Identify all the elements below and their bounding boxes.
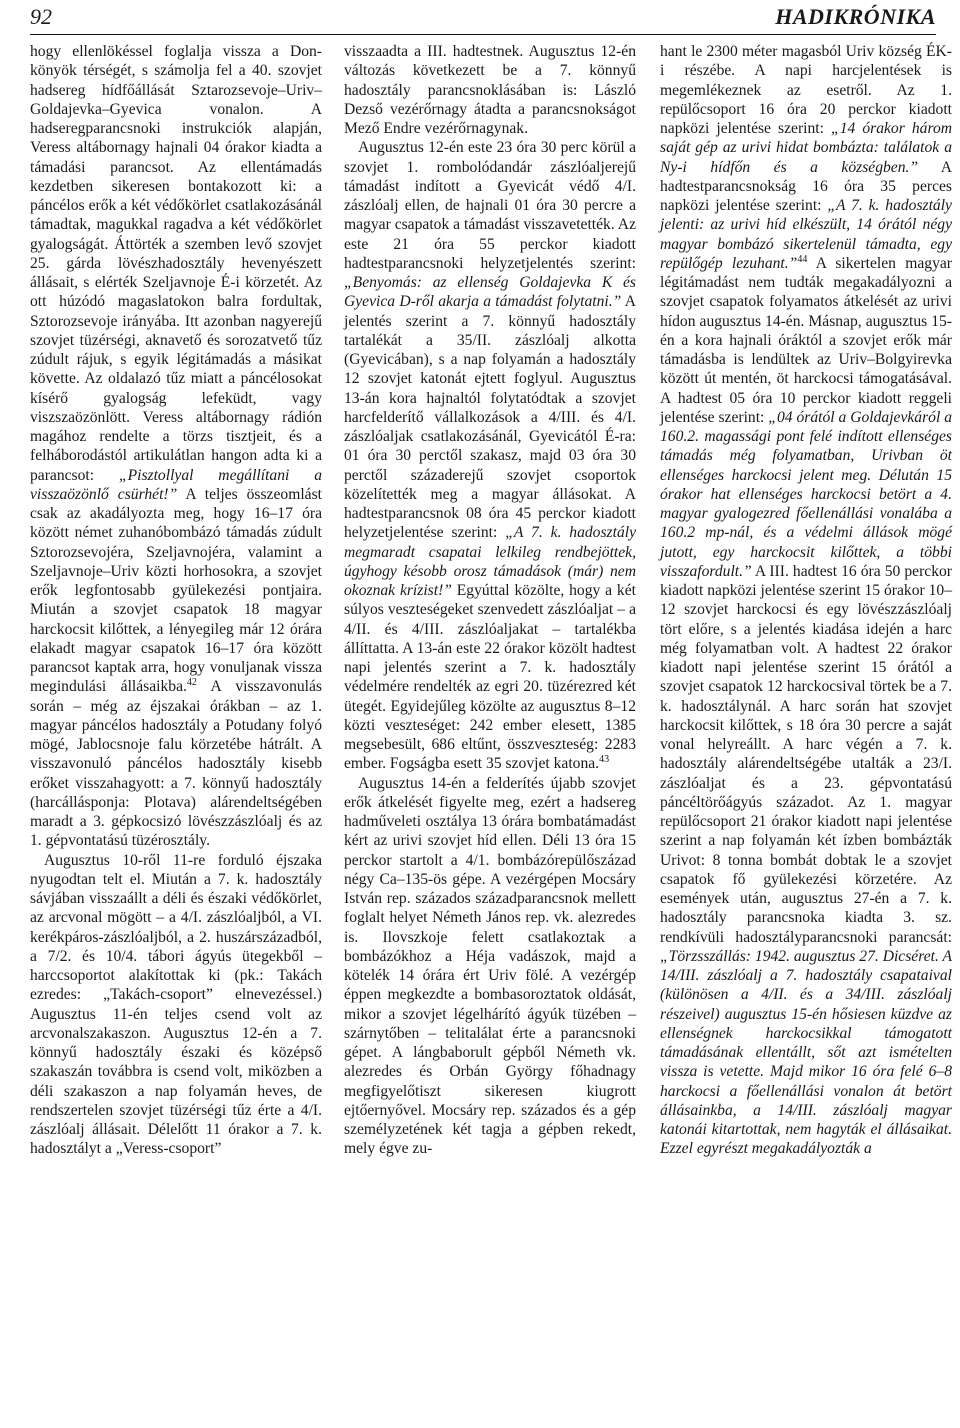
paragraph	[30, 42, 322, 851]
page-number: 92	[30, 4, 52, 29]
text-column-2	[344, 42, 636, 1159]
quote-italic: „Benyomás: az ellenség Goldajevka K és Gyevica D-ről akarja a támadást folytatni.”	[344, 274, 636, 311]
header-rule	[30, 34, 936, 35]
text-run: A teljes összeomlást csak az akadályozta meg, hogy 16–17 óra között német zuhanóbombázó támadás zúdult Sztorozsevojéra, Szeljavnojéra, valamint a Szeljavnoje–Uriv közti horhosokra, a szovjet erők legfontosabb gyülekezési pontjaira. Miután a szovjet csapatok 18 magyar harckocsit kilőttek, a lényegileg már 12 órára elakadt magyar csapatok 16–17 óra között parancsot kaptak arra, hogy vonuljanak vissza megindulási állásaikba.	[30, 485, 322, 696]
paragraph	[344, 138, 636, 773]
text-column-1	[30, 42, 322, 1159]
quote-italic: „14 órakor három saját gép az urivi hidat bombázta: találatok a Ny-i hídfőn és a községben.”	[660, 120, 953, 176]
text-run: A visszavonulás során – még az éjszakai órákban – az 1. magyar páncélos hadosztály a Potudany folyó mögé, Jablocsnoje falu körzetébe hátrált. A visszavonuló páncélos hadosztály kisebb erőket visszahagyott: a 7. könnyű hadosztály (harcállásponja: Plotava) alárendeltségében maradt a 3. gépkocsizó lövészzászlóalj és az 1. gépvontatású tüzérosztály.	[30, 678, 322, 850]
text-run: A III. hadtest 16 óra 50 perckor kiadott napközi jelentése szerint 15 órakor 10–12 szovjet harckocsi és egy lövészzászlóalj tört előre, s a jelentés kiadása idején a harc még folyamatban volt. A hadtest 22 órakor kiadott napi jelentése szerint 15 órától a szovjet csapatok 12 harckocsival törtek be a 7. k. hadosztálynál. A harc során hat szovjet harckocsit kilőttek, s 18 óra 30 percre a saját vonal helyreállt. A harc végén a 7. k. hadosztály alárendeltségébe utalták a 23/I. zászlóaljat és a 23. gépvontatású páncéltörőágyús századot. Az 1. magyar repülőcsoport 21 órakor kiadott napi jelentése szerint a nap folyamán két ízben bombázták Urivot: 8 tonna bombát dobtak le a szovjet csapatok fő gyülekezési körzetére. Az események után, augusztus 27-én a 7. k. hadosztály parancsnoka kiadta 3. sz. rendkívüli hadosztályparancsnoki parancsát:	[660, 562, 952, 946]
quote-italic: „A 7. k. hadosztály megmaradt csapatai lelkileg rendbejöttek, úgyhogy késobb orosz támadások (már) nem okoznak krízist!”	[344, 524, 637, 599]
text-column-3	[660, 42, 952, 1159]
text-run: A sikertelen magyar légitámadást nem tudták megakadályozni a szovjet csapatok folyamatos átkelését az urivi hídon augusztus 14-én. Másnap, augusztus 15-én a kora hajnali óráktól a szovjet erők már támadásba is lendültek az Uriv–Bolgyirevka között út mentén, öt harckocsi támogatásával. A hadtest 05 óra 10 perckor kiadott reggeli jelentése szerint:	[660, 254, 952, 426]
quote-italic: „A 7. k. hadosztály jelenti: az urivi híd elkészült, 14 órától négy magyar bombázó sikertelenül támadta, egy repülőgép lezuhant.”	[660, 197, 952, 272]
text-run: A jelentés szerint a 7. könnyű hadosztály tartalékát a 35/II. zászlóalj alkotta (Gyevicában), s a nap folyamán a hadosztály 12 szovjet katonát ejtett foglyul. Augusztus 13-án kora hajnaltól folytatódtak a szovjet harcfelderítő vállalkozások a 4/III. és 4/I. zászlóaljak csatlakozásánál, Gyevicától É-ra: 01 óra 30 perctől szakasz, majd 03 óra 30 perctől századerejű szovjet csoportok közelítették meg a magyar állásokat. A hadtestparancsnok 08 óra 45 perckor kiadott helyzetjelentése szerint:	[344, 293, 636, 542]
paragraph	[30, 851, 322, 1159]
footnote-marker: 42	[186, 677, 197, 689]
text-run: Augusztus 10-ről 11-re forduló éjszaka nyugodtan telt el. Miután a 7. k. hadosztály sávjában visszaállt a déli és északi védőkörlet, az arcvonal mögött – a 4/I. zászlóaljból, a VI. kerékpáros-zászlóaljból, a 2. huszárszázadból, a 7/2. és 10/4. tábori ágyús ütegekből – harccsoportot alakítottak ki (pk.: Takách ezredes: „Takách-csoport” elnevezéssel.) Augusztus 11-én teljes csend volt az arcvonalszakaszon. Augusztus 12-én a 7. könnyű hadosztály északi és középső szakaszán továbbra is csend volt, miközben a déli szakaszon a nap folyamán heves, de rendszertelen szovjet tüzérségi tűz érte a 4/I. zászlóalj állásait. Délelőtt 11 órakor a 7. k. hadosztályt a „Veress-csoport”	[30, 851, 322, 1158]
paragraph	[660, 42, 952, 1159]
footnote-marker: 43	[599, 754, 610, 766]
text-run: visszaadta a III. hadtestnek. Augusztus 12-én változás következett be a 7. könnyű hadosztály parancsnoklásában is: László Dezső vezérőrnagy átadta a parancsnokságot Mező Endre vezérőrnagynak.	[344, 43, 636, 137]
text-run: Egyúttal közölte, hogy a két súlyos veszteségeket szenvedett zászlóaljat – a 4/II. és 4/III. zászlóaljakat – tartalékba állíttatta. A 13-án este 22 órakor közölt hadtest napi jelentés szerint a 7. k. hadosztály védelmére rendelték az egri 20. tüzérezred két ütegét. Egyidejűleg közölte az augusztus 8–12 közti veszteséget: 242 ember elesett, 1385 megsebesült, 686 eltűnt, összveszteség: 2283 ember. Fogságba esett 35 szovjet katona.	[344, 582, 636, 773]
text-run: Augusztus 14-én a felderítés újabb szovjet erők átkelését figyelte meg, ezért a hadsereg hadműveleti osztálya 13 órára bombatámadást kért az urivi szovjet híd ellen. Déli 13 óra 15 perckor startolt a 4/1. bombázórepülőszázad négy Ca–135-ös gépe. A vezérgépen Mocsáry István rep. százados századparancsnok mellett foglalt helyet Németh János rep. vk. alezredes is. Ilovszkoje felett csatlakoztak a bombázókhoz a Héja vadászok, majd a kötelék 14 órára ért Uriv fölé. A vezérgép éppen megkezdte a bombasoroztatok oldását, mikor a szovjet légelhárító ágyúk tüzében – szárnytőben – telitalálat érte a parancsnoki gépet. A lángbaborult gépből Németh vk. alezredes és Orbán György főhadnagy megfigyelőtiszt sikeresen kiugrott ejtőernyővel. Mocsáry rep. százados és a gép személyzetének két tagja a gépben rekedt, mely égve zu-	[344, 774, 636, 1158]
quote-italic: „Pisztollyal megállítani a visszaözönlő csürhét!”	[30, 466, 322, 503]
text-run: Augusztus 12-én este 23 óra 30 perc körül a szovjet 1. rombolódandár zászlóaljerejű támadást indított a Gyevicát védő 4/I. zászlóalj ellen, de hajnali 01 óra 30 percre a magyar csapatok a támadást visszavetették. Az este 21 óra 55 perckor kiadott hadtestparancsnoki helyzetjelentés szerint:	[344, 139, 636, 272]
quote-italic: „04 órától a Goldajevkáról a 160.2. magassági pont felé indított ellenséges támadás még folyamatban, Urivban öt ellenséges harckocsi jelent meg. Délután 15 órakor hat ellenséges harckocsi betört a 4. magyar gyalogezred főellenállási vonalába a 160.2 mp-nál, és a védelmi állások mögé jutott, egy harckocsit kilőttek, a többi visszafordult.”	[660, 408, 952, 580]
page-header	[30, 4, 936, 34]
footnote-marker: 44	[797, 253, 808, 265]
text-run: hant le 2300 méter magasból Uriv község ÉK-i részébe. A napi harcjelentések is megemlékeznek az esetről. Az 1. repülőcsoport 16 óra 20 perckor kiadott napközi jelentése szerint:	[660, 43, 952, 137]
paragraph	[344, 774, 636, 1159]
text-run: hogy ellenlökéssel foglalja vissza a Don-könyök térségét, s számolja fel a 40. szovjet hadsereg hídfőállását Sztarozsevoje–Uriv–Goldajevka–Gyevica vonalon. A hadseregparancsnoki instrukciók alapján, Veress altábornagy hajnali 04 órakor kiadta a támadási parancsot. Az ellentámadás kezdetben sikeresen bontakozott ki: a páncélos erők a két védőkörlet csatlakozásánál támadtak, magukkal ragadva a két védőkörlet gyalogságát. Áttörték a szemben levő szovjet 25. gárda lövészhadosztály hevenyészett állásait, s elérték Szeljavnoje É-i körzetét. Az ott húzódó magaslatokon balra fordultak, Sztorozsevoje irányába. Itt azonban nagyerejű szovjet tüzérségi, aknavető és sorozatvető tűz zúdult rájuk, s egyik légitámadás a másikat követte. Az oldalazó tűz miatt a páncélosokat kísérő gyalogság lefeküdt, vagy viszszaözönlött. Veress altábornagy rádión magához rendelte a törzs tisztjeit, és a felháborodástól artikulátlan hangon adta ki a parancsot:	[30, 43, 322, 484]
paragraph	[344, 42, 636, 138]
quote-italic: „Törzsszállás: 1942. augusztus 27. Dicséret. A 14/III. zászlóalj a 7. hadosztály csapataival (különösen a 4/II. és a 34/III. zászlóalj részeivel) augusztus 15-én hősiesen küzdve az ellenségnek harckocsikkal támogatott támadásának ellentállt, sőt azt ismételten vissza is vetette. Majd mikor 16 óra felé 6–8 harckocsi a főellenállási vonalon át betört állásainkba, a 14/III. zászlóalj magyar katonái kitartottak, nem hagyták el állásaikat. Ezzel egyrészt megakadályozták a	[660, 947, 952, 1158]
running-title: HADIKRÓNIKA	[775, 4, 936, 29]
text-run: A hadtestparancsnokság 16 óra 35 perces napközi jelentése szerint:	[660, 158, 952, 214]
